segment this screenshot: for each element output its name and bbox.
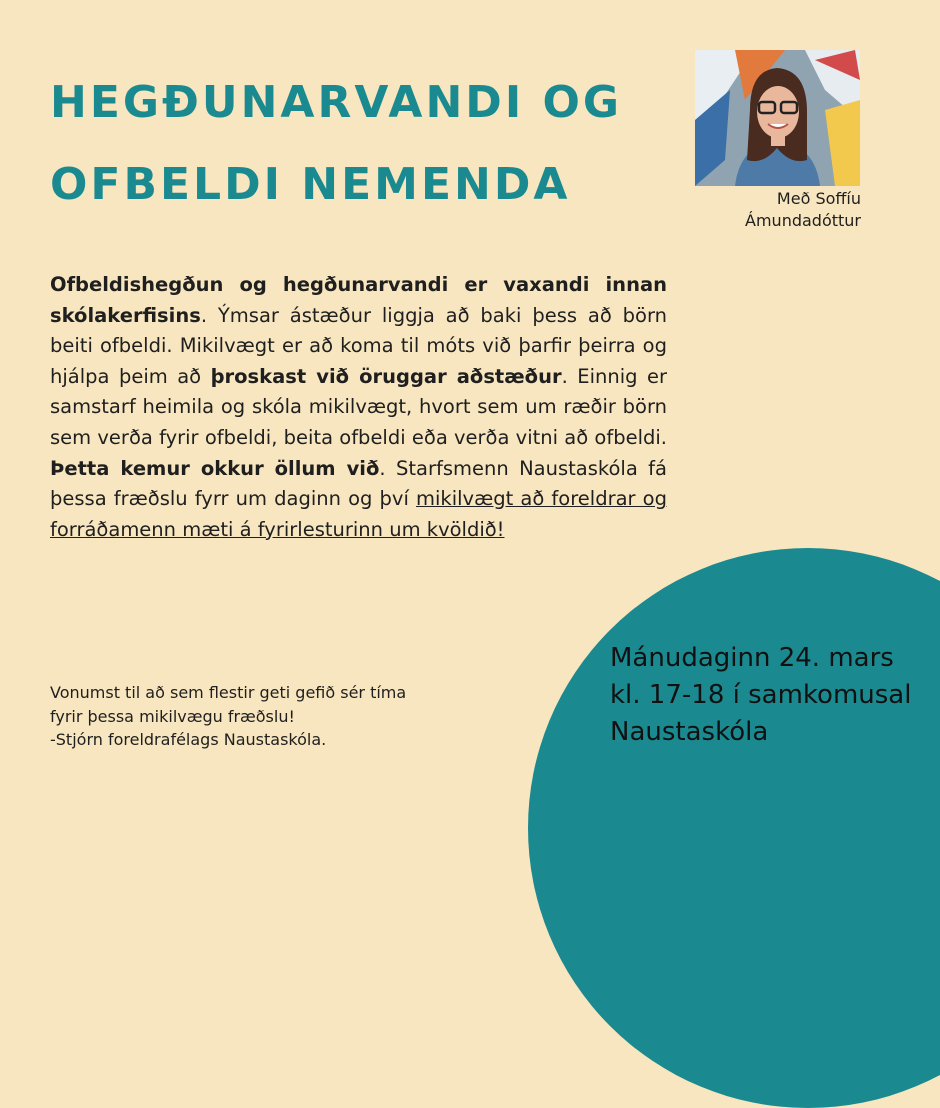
event-time-place: kl. 17-18 í samkomusal <box>610 680 912 710</box>
footer-note <box>50 681 470 752</box>
title-line-1: HEGÐUNARVANDI OG <box>50 77 623 128</box>
event-details <box>610 640 940 751</box>
speaker-photo <box>695 50 860 186</box>
body-bold-3: Þetta kemur okkur öllum við <box>50 456 380 480</box>
body-bold-1: Ofbeldishegðun og hegðunarvandi er vaxandi innan skólakerfisins <box>50 273 667 327</box>
title-line-2: OFBELDI NEMENDA <box>50 159 571 210</box>
event-location: Naustaskóla <box>610 717 769 747</box>
footer-line-3: -Stjórn foreldrafélags Naustaskóla. <box>50 730 327 749</box>
caption-line-1: Með Soffíu <box>776 189 861 208</box>
footer-line-1: Vonumst til að sem flestir geti gefið sér tíma <box>50 683 407 702</box>
caption-line-2: Ámundadóttur <box>745 211 861 230</box>
page-title <box>50 62 650 226</box>
accent-circle <box>528 548 940 1108</box>
speaker-portrait-icon <box>695 50 860 186</box>
event-date: Mánudaginn 24. mars <box>610 643 894 673</box>
body-bold-2: þroskast við öruggar aðstæður <box>210 364 562 388</box>
body-text-2: . Einnig er samstarf heimila og skóla mikilvægt, hvort sem um ræðir börn sem verða fyrir ofbeldi, beita ofbeldi eða verða vitni að ofbeldi. <box>50 364 667 449</box>
body-underlined: mikilvægt að foreldrar og forráðamenn mæti á fyrirlesturinn um kvöldið! <box>50 487 667 541</box>
body-text-1: . Ýmsar ástæður liggja að baki þess að börn beiti ofbeldi. Mikilvægt er að koma til móts við þarfir þeirra og hjálpa þeim að <box>50 303 667 388</box>
footer-line-2: fyrir þessa mikilvægu fræðslu! <box>50 706 295 726</box>
speaker-caption <box>690 188 861 232</box>
body-paragraph <box>50 270 667 545</box>
body-text-3: . Starfsmenn Naustaskóla fá þessa fræðslu fyrr um daginn og því <box>50 456 667 511</box>
